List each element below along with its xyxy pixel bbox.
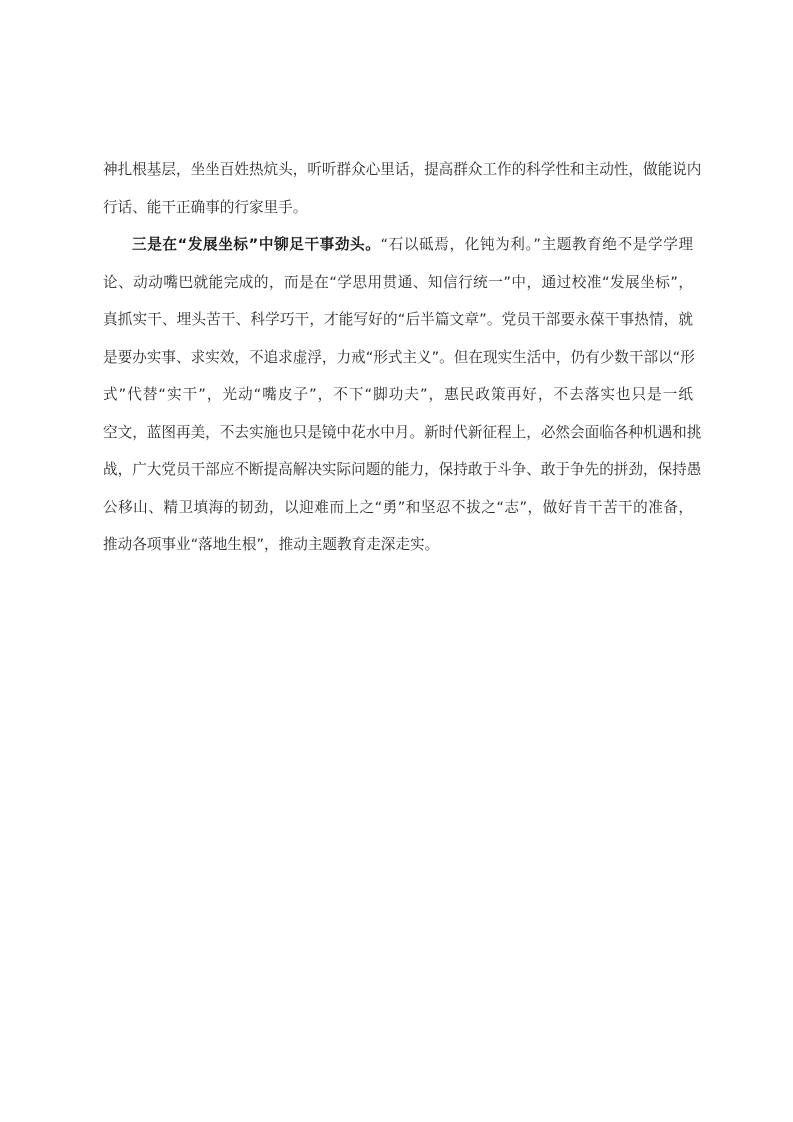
text-line: 神扎根基层，坐坐百姓热炕头，听听群众心里话，提高群众工作的科学性和主动性，做能说内: [103, 161, 702, 178]
text-line: 公移山、精卫填海的韧劲，以迎难而上之“勇”和坚忍不拔之“志”，做好肯干苦干的准备，: [103, 498, 693, 516]
document-page: [103, 151, 702, 564]
text-line: 是要办实事、求实效，不追求虚浮，力戒“形式主义”。但在现实生活中，仍有少数干部以“形: [103, 348, 695, 366]
text-line: 式”代替“实干”，光动“嘴皮子”，不下“脚功夫”，惠民政策再好，不去落实也只是一纸: [103, 386, 693, 403]
text-line: 论、动动嘴巴就能完成的，而是在“学思用贯通、知信行统一”中，通过校准“发展坐标”，: [103, 273, 693, 291]
paragraph-heading: 三是在“发展坐标”中铆足干事劲头。: [132, 236, 381, 253]
text-line: 行话、能干正确事的行家里手。: [103, 198, 308, 216]
paragraph-1: [103, 151, 702, 226]
text-line: 推动各项事业“落地生根”，推动主题教育走深走实。: [103, 536, 440, 553]
text-line: [103, 226, 693, 264]
text-fragment: “石以砥焉，化钝为利。”主题教育绝不是学学理: [380, 236, 694, 253]
text-line: 真抓实干、埋头苦干、科学巧干，才能写好的“后半篇文章”。党员干部要永葆干事热情，就: [103, 311, 693, 328]
text-line: 空文，蓝图再美，不去实施也只是镜中花水中月。新时代新征程上，必然会面临各种机遇和挑: [103, 423, 702, 441]
text-line: 战，广大党员干部应不断提高解决实际问题的能力，保持敢于斗争、敢于争先的拼劲，保持愚: [103, 461, 702, 478]
paragraph-2: [103, 226, 702, 564]
